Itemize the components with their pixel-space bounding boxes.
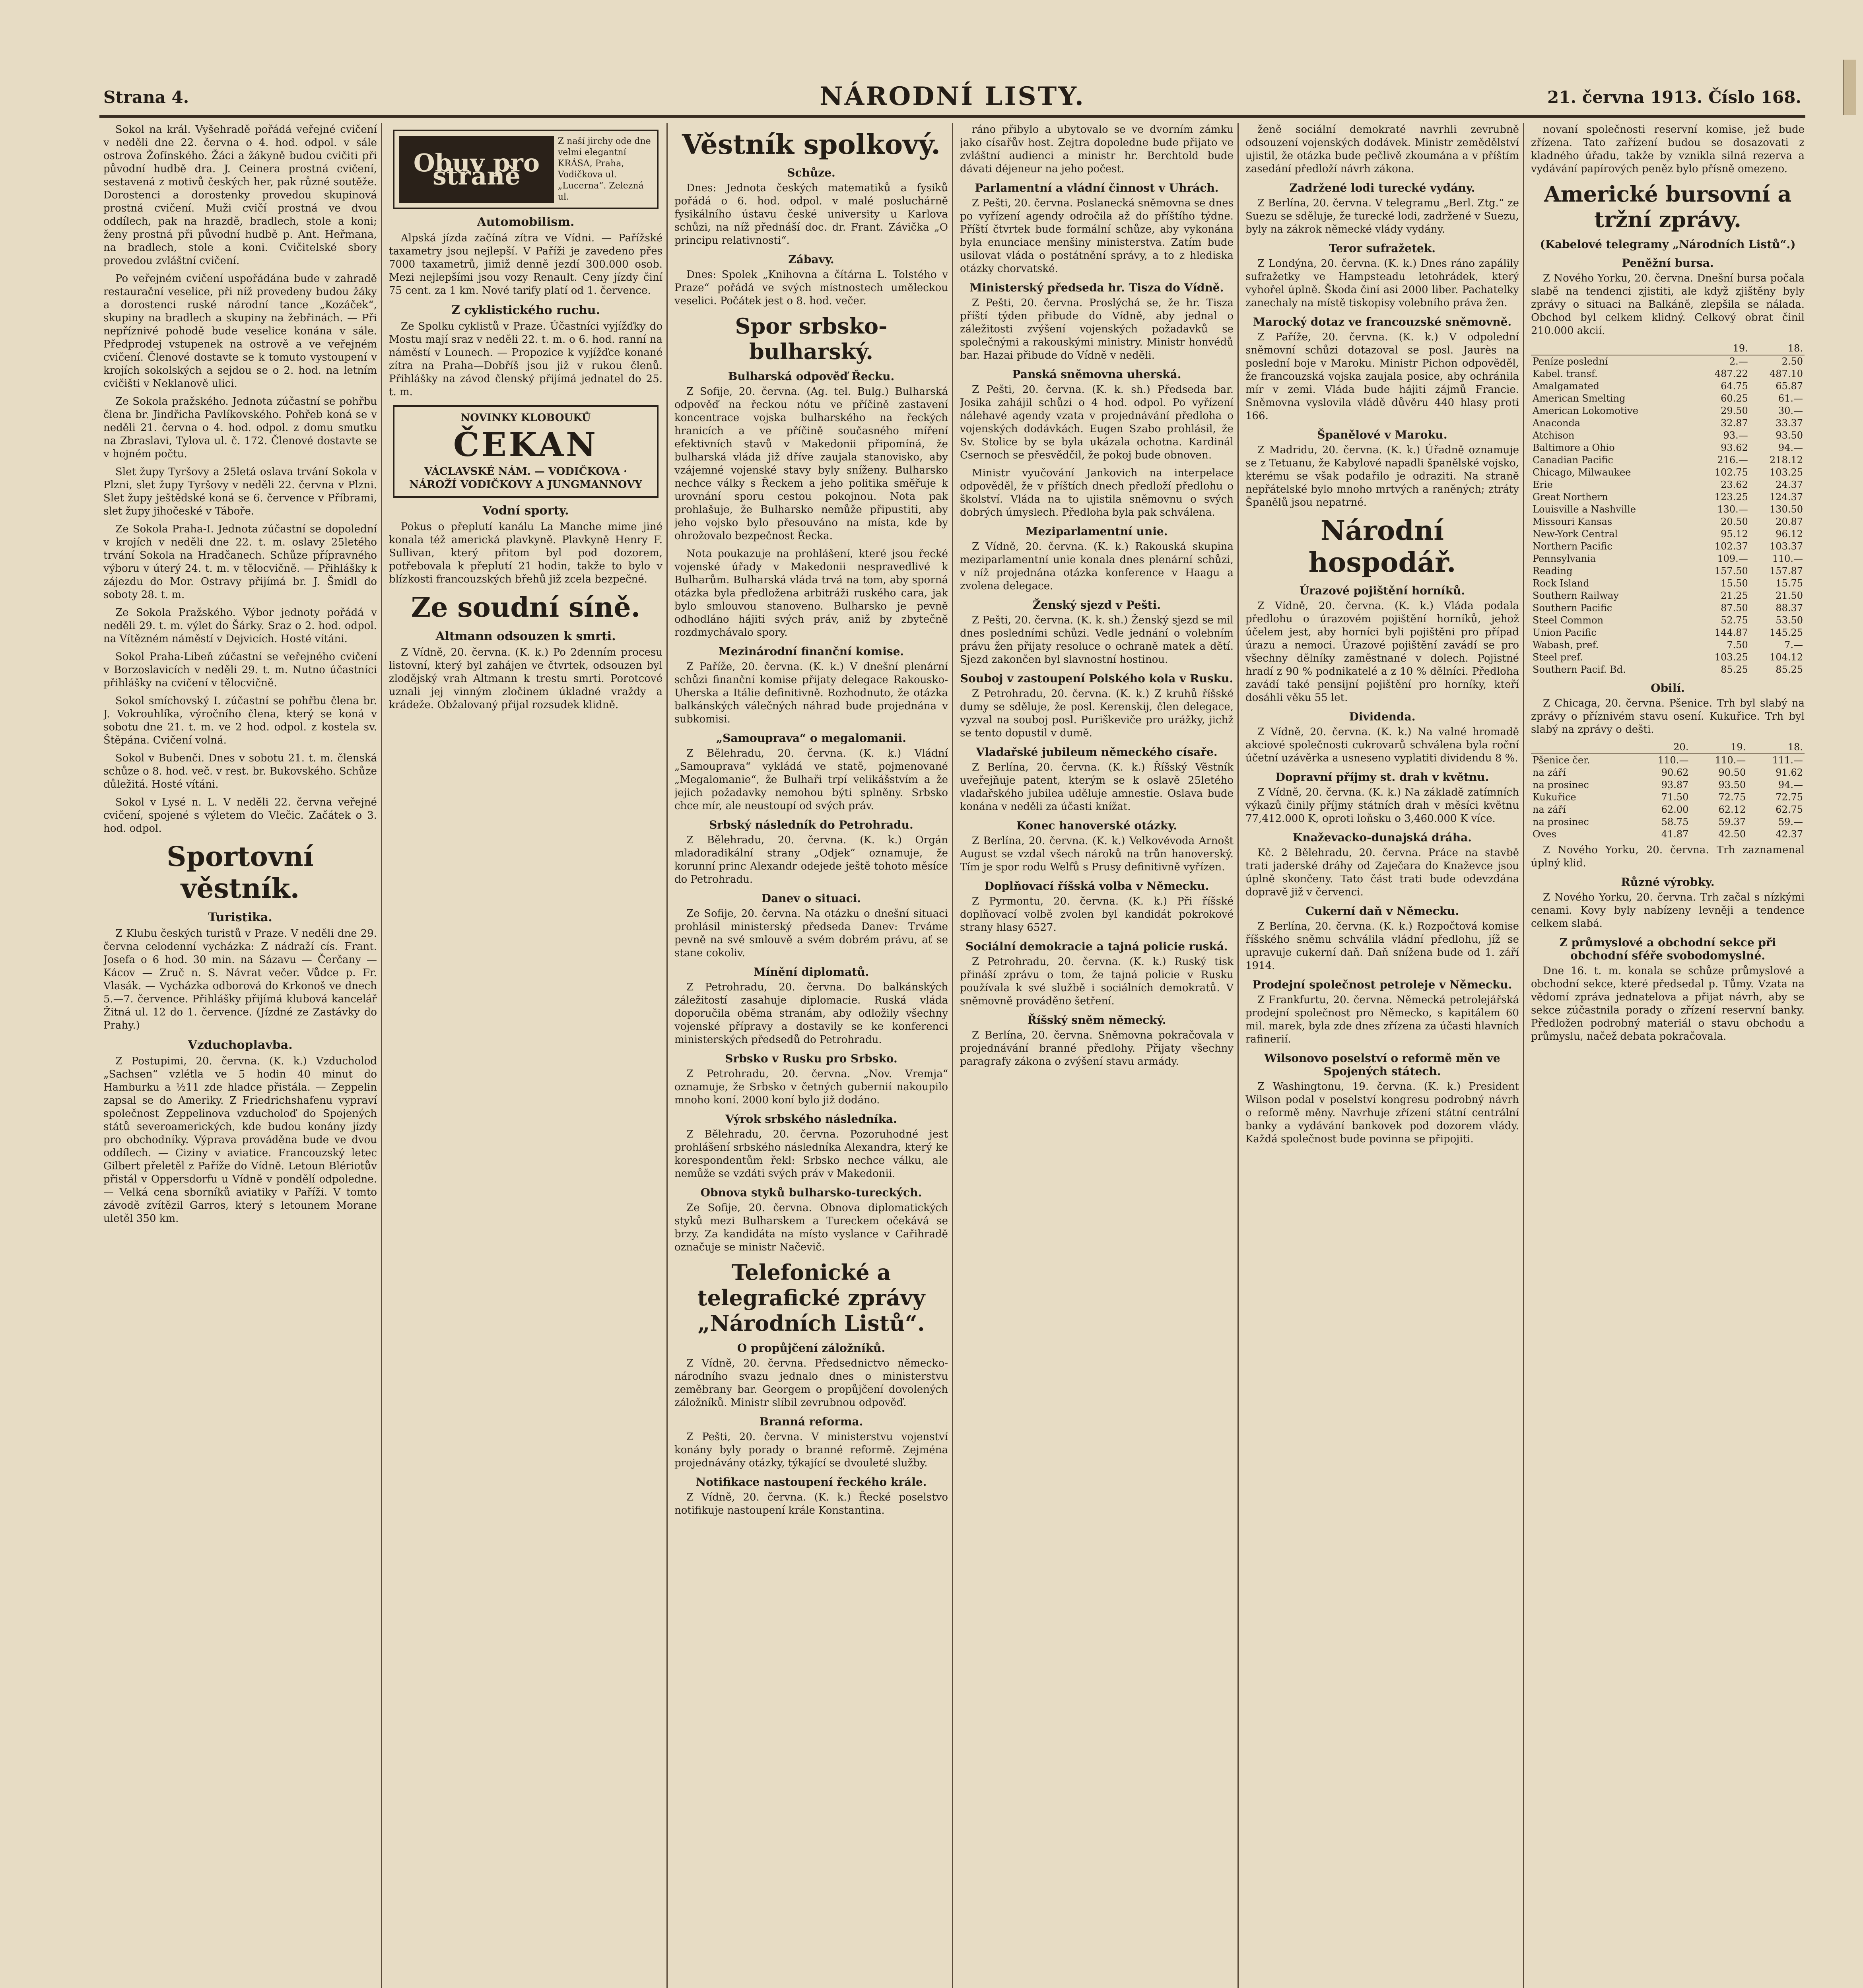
table-cell: 30.— bbox=[1778, 405, 1803, 416]
table-cell: Southern Railway bbox=[1533, 590, 1619, 601]
table-cell: 62.12 bbox=[1718, 804, 1746, 815]
table-cell: 487.22 bbox=[1714, 368, 1748, 379]
table-cell: Kabel. transf. bbox=[1533, 368, 1598, 379]
article-paragraph: Dnes: Spolek „Knihovna a čítárna L. Tolstého v Praze“ pořádá ve svých místnostech uměleckou veselici. Počátek jest o 8. hod. večer. bbox=[674, 269, 948, 307]
subsection-title: Zábavy. bbox=[788, 253, 834, 266]
table-cell: 157.50 bbox=[1714, 565, 1748, 577]
table-row bbox=[1531, 380, 1805, 392]
table-cell: American Smelting bbox=[1533, 393, 1626, 404]
article-paragraph: Z Pešti, 20. června. (K. k. sh.) Předseda bar. Josika zahájil schůzi o 4 hod. odpol. Po vyřízení nálehavé agendy vzata v projednávání předloha o vojenských dodávkách. Eugen Szabo prohlásil, že Sv. Stolice by se byla ukázala ochotna. Kardinál Csernoch se přesvědčil, že pokoj bude obnoven. bbox=[960, 384, 1234, 461]
table-cell: Baltimore a Ohio bbox=[1533, 442, 1615, 453]
article-paragraph: Z Pešti, 20. června. Proslýchá se, že hr. Tisza příští týden přibude do Vídně, aby jednal o záležitosti zvýšení vojenských požadavků se společnými a rakouskými ministry. Ministr honvédů bar. Hazai přibude do Vídně v neděli. bbox=[960, 297, 1234, 361]
table-row bbox=[1531, 754, 1805, 767]
table-row bbox=[1531, 651, 1805, 664]
subsection-title: Peněžní bursa. bbox=[1622, 256, 1714, 270]
table-cell: 64.75 bbox=[1721, 381, 1748, 392]
table-row bbox=[1531, 516, 1805, 528]
column-rule bbox=[952, 123, 953, 1988]
article-paragraph: Ze Sofije, 20. června. Na otázku o dnešní situaci prohlásil ministerský předseda Danev: Trváme pevně na své smlouvě a svém dobrém právu, ať se stane cokoliv. bbox=[674, 908, 948, 959]
article-paragraph: Z Petrohradu, 20. června. „Nov. Vremja“ oznamuje, že Srbsko v četných gubernií nakoupilo mnoho koní. 2000 koní bylo již dodáno. bbox=[674, 1068, 948, 1106]
table-cell: 216.— bbox=[1717, 454, 1748, 466]
subsection-title: Španělové v Maroku. bbox=[1317, 428, 1447, 441]
subsection-title: Z cyklistického ruchu. bbox=[451, 303, 600, 317]
table-cell: New-York Central bbox=[1533, 528, 1618, 540]
article-paragraph: Z Berlína, 20. června. Sněmovna pokračovala v projednávání branné předlohy. Přijaty všechny paragrafy zákona o zvýšení stavu armády. bbox=[960, 1029, 1234, 1068]
table-cell: 20.50 bbox=[1721, 516, 1748, 527]
article-paragraph: Sokol v Lysé n. L. V neděli 22. června veřejné cvičení, spojené s výletem do Vlečic. Začátek o 3. hod. odpol. bbox=[103, 796, 377, 835]
subsection-title: Dividenda. bbox=[1349, 710, 1416, 723]
article-paragraph: Z Washingtonu, 19. června. (K. k.) President Wilson podal v poselství kongresu podrobný návrh o reformě měny. Navrhuje zřízení státní centrální banky a vydávání bankovek pod dozorem vlády. Každá společnost bude povinna se připojiti. bbox=[1245, 1081, 1519, 1145]
article-paragraph: Z Berlína, 20. června. (K. k.) Říšský Věstník uveřejňuje patent, kterým se k oslavě 25letého vladařského jubilea uděluje amnestie. Oslava bude konána v neděli za účasti knížat. bbox=[960, 761, 1234, 813]
subsection-title: Meziparlamentní unie. bbox=[1026, 525, 1168, 538]
article-paragraph: Z Nového Yorku, 20. června. Trh začal s nízkými cenami. Kovy byly nabízeny levněji a tendence celkem slabá. bbox=[1531, 891, 1805, 930]
table-row bbox=[1531, 417, 1805, 429]
section-title: Telefonické a telegrafické zprávy „Národních Listů“. bbox=[697, 1260, 925, 1336]
subsection-title: Ministerský předseda hr. Tisza do Vídně. bbox=[969, 281, 1224, 294]
table-row bbox=[1531, 466, 1805, 479]
table-cell: 96.12 bbox=[1776, 528, 1803, 540]
subsection-title: Srbsko v Rusku pro Srbsko. bbox=[725, 1052, 898, 1065]
subsection-title: „Samouprava“ o megalomanii. bbox=[716, 732, 906, 745]
article-paragraph: Z Vídně, 20. června. Předsednictvo německo-národního svazu jednalo dnes o ministerstvu zeměbrany bar. Georgem o propůjčení dovolených záložníků. Ministr slíbil zevrubnou odpověď. bbox=[674, 1357, 948, 1409]
table-cell: 32.87 bbox=[1721, 417, 1748, 429]
article-paragraph: Z Berlína, 20. června. (K. k.) Rozpočtová komise říšského sněmu schválila vládní předlohu, jíž se upravuje cukerní daň. Daň snížena bude od 1. září 1914. bbox=[1245, 920, 1519, 972]
grain-table bbox=[1531, 741, 1805, 841]
table-cell: 103.25 bbox=[1714, 652, 1748, 663]
table-cell: 2.— bbox=[1729, 356, 1748, 367]
article-paragraph: Sokol Praha-Libeň zúčastní se veřejného cvičení v Borzoslavicích v neděli 29. t. m. Nutno účastníci přihlášky na cvičení v tělocvičně. bbox=[103, 651, 377, 689]
table-cell: Steel pref. bbox=[1533, 652, 1583, 663]
table-header-cell: 19. bbox=[1695, 342, 1750, 355]
table-row bbox=[1531, 767, 1805, 779]
table-cell: Oves bbox=[1533, 829, 1556, 840]
subsection-title: Úrazové pojištění horníků. bbox=[1299, 584, 1465, 597]
table-cell: Rock Island bbox=[1533, 578, 1589, 589]
table-row bbox=[1531, 503, 1805, 516]
table-cell: 123.25 bbox=[1714, 491, 1748, 503]
table-row bbox=[1531, 602, 1805, 614]
table-cell: 94.— bbox=[1778, 442, 1803, 453]
table-cell: 71.50 bbox=[1661, 792, 1689, 803]
table-cell: 91.62 bbox=[1776, 767, 1803, 778]
article-paragraph: Z Petrohradu, 20. června. (K. k.) Ruský tisk přináší zprávu o tom, že tajná policie v Rusku používala k své službě i sociálních demokratů. V sněmovně prováděno šetření. bbox=[960, 956, 1234, 1007]
column-4 bbox=[960, 123, 1234, 1988]
subsection-title: Konec hanoverské otázky. bbox=[1016, 819, 1177, 832]
newspaper-title: NÁRODNÍ LISTY. bbox=[820, 82, 1085, 111]
article-paragraph: Ministr vyučování Jankovich na interpelace odpověděl, že v příštích dnech předloží předlohu o školství. Vláda na to ujistila sněmovnu o svých dobrých úmyslech. Předloha byla pak schválena. bbox=[960, 467, 1234, 518]
table-row bbox=[1531, 392, 1805, 405]
article-paragraph: Z Vídně, 20. června. (K. k.) Vláda podala předlohu o úrazovém pojištění horníků, jehož účelem jest, aby horníci byli pojištěni pro případ úrazu a nemoci. Úrazové pojištění zavádí se pro všechny dělníky zaměstnané v dolech. Pojistné hradí z 90 % podnikatelé a z 10 % dělníci. Předloha zavádí také pensijní pojištění pro horníky, kteří dosáhli věku 55 let. bbox=[1245, 600, 1519, 704]
table-cell: 124.37 bbox=[1770, 491, 1803, 503]
table-cell: 93.— bbox=[1723, 430, 1748, 441]
subsection-title: Schůze. bbox=[787, 166, 835, 179]
subsection-title: Dopravní příjmy st. drah v květnu. bbox=[1275, 771, 1489, 784]
table-cell: 144.87 bbox=[1714, 627, 1748, 638]
table-cell: 60.25 bbox=[1721, 393, 1748, 404]
article-paragraph: Z Pešti, 20. června. (K. k. sh.) Ženský sjezd se mil dnes posledními schůzi. Vedle jednání o volebním právu žen přijaty resoluce o ochraně matek a dětí. Sjezd zakončen byl slavnostní hostinou. bbox=[960, 614, 1234, 666]
table-cell: Southern Pacif. Bd. bbox=[1533, 664, 1626, 675]
table-cell: Canadian Pacific bbox=[1533, 454, 1613, 466]
subsection-title: O propůjčení záložníků. bbox=[737, 1342, 886, 1355]
table-cell: Atchison bbox=[1533, 430, 1575, 441]
column-6 bbox=[1531, 123, 1805, 1988]
table-row bbox=[1531, 442, 1805, 454]
table-row bbox=[1531, 540, 1805, 553]
columns bbox=[99, 123, 1805, 1988]
table-header-cell bbox=[1531, 342, 1695, 355]
subsection-title: Wilsonovo poselství o reformě měn ve Spojených státech. bbox=[1264, 1052, 1500, 1078]
table-cell: 2.50 bbox=[1781, 356, 1803, 367]
table-cell: 53.50 bbox=[1776, 615, 1803, 626]
table-header-cell: 18. bbox=[1747, 741, 1805, 754]
table-row bbox=[1531, 405, 1805, 417]
subsection-title: Danev o situaci. bbox=[761, 892, 861, 905]
article-paragraph: Ze Sokola Praha-I. Jednota zúčastní se dopolední v krojích v neděli dne 22. t. m. oslavy 25letého trvání Sokola na Hradčanech. Schůze přípravného výboru v úterý 24. t. m. v tělocvičně. — Přihlášky k zájezdu do Mor. Ostravy přijímá br. J. Šmidl do soboty 28. t. m. bbox=[103, 523, 377, 601]
article-paragraph: Z Bělehradu, 20. června. (K. k.) Orgán mladoradikální strany „Odjek“ oznamuje, že korunní princ Alexandr odejede ještě tohoto měsíce do Petrohradu. bbox=[674, 834, 948, 885]
subsection-title: Srbský následník do Petrohradu. bbox=[709, 818, 913, 831]
table-cell: 61.— bbox=[1778, 393, 1803, 404]
table-cell: na prosinec bbox=[1533, 816, 1589, 827]
column-rule bbox=[1523, 123, 1524, 1988]
subsection-title: Marocký dotaz ve francouzské sněmovně. bbox=[1253, 315, 1512, 328]
article-paragraph: Z Vídně, 20. června. (K. k.) Na základě zatímních výkazů činily příjmy státních drah v měsíci květnu 77,412.000 K, oproti loňsku o 3,460.000 K více. bbox=[1245, 786, 1519, 825]
article-paragraph: Z Vídně, 20. června. (K. k.) Rakouská skupina meziparlamentní unie konala dnes plenární schůzi, v níž projednána otázka konference v Haagu a zvolena delegace. bbox=[960, 541, 1234, 592]
article-paragraph: Z Nového Yorku, 20. června. Dnešní bursa počala slabě na tendenci zjistiti, ale když zjištěny byly zprávy o situaci na Balkáně, zlepšila se nálada. Obchod byl celkem klidný. Celkový obrat činil 210.000 akcií. bbox=[1531, 272, 1805, 337]
article-paragraph: Z Bělehradu, 20. června. Pozoruhodné jest prohlášení srbského následníka Alexandra, který ke korespondentům řekl: Srbsko nechce válku, ale nemůže se vzdáti svých práv v Makedonii. bbox=[674, 1128, 948, 1180]
article-paragraph: Z Chicaga, 20. června. Pšenice. Trh byl slabý na zprávy o příznivém stavu osení. Kukuřice. Trh byl slabý na zprávy o dešti. bbox=[1531, 697, 1805, 736]
subsection-title: Vzduchoplavba. bbox=[188, 1038, 293, 1052]
table-cell: 59.— bbox=[1778, 816, 1803, 827]
article-paragraph: Sokol v Bubenči. Dnes v sobotu 21. t. m. členská schůze o 8. hod. več. v rest. br. Bukovského. Schůze důležitá. Hosté vítáni. bbox=[103, 752, 377, 790]
subsection-title: Notifikace nastoupení řeckého krále. bbox=[695, 1475, 927, 1489]
article-paragraph: Z Petrohradu, 20. června. Do balkánských záležitostí zasahuje diplomacie. Ruská vláda doporučila oběma stranám, aby odložily všechny vojenské přípravy a dostavily se ke konferenci ministerských předsedů do Petrohradu. bbox=[674, 981, 948, 1046]
table-cell: 52.75 bbox=[1721, 615, 1748, 626]
subsection-title: Souboj v zastoupení Polského kola v Rusku. bbox=[960, 672, 1234, 685]
page-number: Strana 4. bbox=[103, 87, 189, 107]
subsection-title: Zadržené lodi turecké vydány. bbox=[1289, 181, 1475, 194]
ad-text: Z naší jirchy ode dne velmi elegantní KRÁSA, Praha, Vodičkova ul. „Lucerna“. Zelezná ul. bbox=[558, 136, 651, 202]
advertisement-obuv bbox=[393, 130, 659, 209]
table-cell: 111.— bbox=[1772, 755, 1803, 766]
subsection-title: (Kabelové telegramy „Národních Listů“.) bbox=[1540, 238, 1796, 251]
advertisement-cekan bbox=[393, 405, 659, 498]
table-cell: Northern Pacific bbox=[1533, 541, 1612, 552]
table-cell: Pšenice čer. bbox=[1533, 755, 1590, 766]
table-cell: 42.50 bbox=[1718, 829, 1746, 840]
table-cell: 487.10 bbox=[1770, 368, 1803, 379]
table-header-row bbox=[1531, 342, 1805, 355]
table-cell: 21.50 bbox=[1776, 590, 1803, 601]
table-cell: 110.— bbox=[1715, 755, 1746, 766]
ad-address: VÁCLAVSKÉ NÁM. — VODIČKOVA · NÁROŽÍ VODIČKOVY A JUNGMANNOVY bbox=[409, 466, 642, 491]
table-cell: 23.62 bbox=[1721, 479, 1748, 490]
table-cell: Anaconda bbox=[1533, 417, 1581, 429]
table-cell: 110.— bbox=[1658, 755, 1689, 766]
article-paragraph: Nota poukazuje na prohlášení, které jsou řecké vojenské úřady v Makedonii nespravedlivé k Bulharům. Bulharská vláda trvá na tom, aby sporná otázka byla předložena arbitráži ruského cara, jak bylo smlouvou stanoveno. Bulharsko je pevně odhodláno hájiti svých práv, aniž by zbytečně rozdmychávalo spory. bbox=[674, 548, 948, 639]
table-cell: 21.25 bbox=[1721, 590, 1748, 601]
table-cell: 20.87 bbox=[1776, 516, 1803, 527]
table-cell: 145.25 bbox=[1770, 627, 1803, 638]
table-cell: American Lokomotive bbox=[1533, 405, 1638, 416]
subsection-title: Knaževacko-dunajská dráha. bbox=[1292, 831, 1472, 844]
subsection-title: Turistika. bbox=[208, 911, 272, 924]
table-cell: 41.87 bbox=[1661, 829, 1689, 840]
table-row bbox=[1531, 816, 1805, 828]
subsection-title: Doplňovací říšská volba v Německu. bbox=[984, 879, 1209, 893]
article-paragraph: Ze Sofije, 20. června. Obnova diplomatických styků mezi Bulharskem a Tureckem očekává se brzy. Za kandidáta na místo vyslance v Cařihradě označuje se ministr Načevič. bbox=[674, 1202, 948, 1253]
table-cell: 103.37 bbox=[1770, 541, 1803, 552]
article-paragraph: Z Pyrmontu, 20. června. (K. k.) Při říšské doplňovací volbě zvolen byl kandidát pokrokové strany hlasy 6527. bbox=[960, 895, 1234, 934]
article-paragraph: Ze Sokola pražského. Jednota zúčastní se pohřbu člena br. Jindřicha Pavlíkovského. Pohřeb koná se v neděli 21. června o 4. hod. odpol. z domu smutku na Zbraslavi, Tylova ul. č. 172. Členové dostavte se v hojném počtu. bbox=[103, 396, 377, 460]
subsection-title: Mezinárodní finanční komise. bbox=[718, 645, 904, 658]
table-cell: 29.50 bbox=[1721, 405, 1748, 416]
article-paragraph: ráno přibylo a ubytovalo se ve dvorním zámku jako císařův host. Zejtra dopoledne bude přijato ve zvláštní audienci a ministr hr. Berchtold bude dávati déjeneur na jeho počest. bbox=[960, 124, 1234, 175]
table-cell: 110.— bbox=[1772, 553, 1803, 564]
table-row bbox=[1531, 627, 1805, 639]
subsection-title: Automobilism. bbox=[477, 215, 575, 229]
article-paragraph: Alpská jízda začíná zítra ve Vídni. — Pařížské taxametry jsou nejlepší. V Paříži je zavedeno přes 7000 taxametrů, jimiž denně jezdí 300.000 osob. Mezi nejlepšími jsou vozy Renault. Ceny jízdy činí 75 cent. za 1 km. Nové tarify platí od 1. července. bbox=[389, 232, 662, 297]
article-paragraph: ženě sociální demokraté navrhli zevrubně odsouzení vojenských dodávek. Ministr zemědělství ujistil, že otázka bude pečlivě zkoumána a v příštím zasedání předloží návrh zákona. bbox=[1245, 124, 1519, 175]
article-paragraph: Dnes: Jednota českých matematiků a fysiků pořádá o 6. hod. odpol. v malé posluchárně fysikálního ústavu české university u Karlova schůzi, na níž přednáší doc. dr. Frant. Závička „O principu relativnosti“. bbox=[674, 182, 948, 247]
table-row bbox=[1531, 614, 1805, 627]
table-row bbox=[1531, 590, 1805, 602]
table-row bbox=[1531, 429, 1805, 442]
table-cell: 62.75 bbox=[1776, 804, 1803, 815]
table-cell: 104.12 bbox=[1770, 652, 1803, 663]
table-header-row bbox=[1531, 741, 1805, 754]
article-paragraph: Z Bělehradu, 20. června. (K. k.) Vládní „Samouprava“ vykládá ve statě, pojmenované „Megalomanie“, že Bulhaři trpí velikášstvím a že jejich požadavky nemohou býti splněny. Srbsko chce mír, ale neustoupí od svých práv. bbox=[674, 747, 948, 812]
column-rule bbox=[381, 123, 382, 1988]
table-cell: na září bbox=[1533, 767, 1566, 778]
table-row bbox=[1531, 368, 1805, 380]
article-paragraph: Z Petrohradu, 20. června. (K. k.) Z kruhů říšské dumy se sděluje, že posl. Kerenskij, člen delegace, vyzval na souboj posl. Puriškeviče pro urážky, jichž se tento dopustil v dumě. bbox=[960, 688, 1234, 739]
article-paragraph: Po veřejném cvičení uspořádána bude v zahradě restaurační veselice, při níž provedeny budou žáky a dorostenci ruské národní tance „Kozáček“, skupiny na bradlech a skupiny na žebřinách. — Při nepříznivé pohodě bude veselice konána v sále. Předprodej vstupenek na ostrově a ve veřejném cvičení. Členové dostavte se k tomuto vystoupení v krojích sokolských a sejdou se o 2. hod. na letním cvičišti v Neklanově ulici. bbox=[103, 273, 377, 390]
table-cell: 7.50 bbox=[1727, 639, 1748, 650]
subsection-title: Branná reforma. bbox=[759, 1415, 863, 1428]
article-paragraph: Ze Sokola Pražského. Výbor jednoty pořádá v neděli 29. t. m. výlet do Šárky. Sraz o 2. hod. odpol. na Vítězném náměstí v Dejvicích. Hosté vítáni. bbox=[103, 607, 377, 645]
table-cell: Missouri Kansas bbox=[1533, 516, 1612, 527]
article-paragraph: Z Sofije, 20. června. (Ag. tel. Bulg.) Bulharská odpověď na řeckou nótu ve příčině zastavení koncentrace vojska bulharského na řeckých hranicích a ve příčině současného míření efektivních stavů v Makedonii připomíná, že bulharská vláda již dříve zaujala stanovisko, aby vzájemné vojenské stavy byly sníženy. Bulharsko nechce války s Řeckem a jeho politika směřuje k urovnání sporu cestou pokojnou. Nota pak prohlašuje, že Bulharsko nemůže připustiti, aby jeho vojsko bylo přesouváno na místa, kde by ohrožovalo bezpečnost Řecka. bbox=[674, 386, 948, 542]
ad-brand: ČEKAN bbox=[453, 426, 598, 464]
table-cell: 157.87 bbox=[1770, 565, 1803, 577]
table-header-cell: 20. bbox=[1633, 741, 1690, 754]
subsection-title: Výrok srbského následníka. bbox=[725, 1112, 897, 1126]
table-cell: 102.37 bbox=[1714, 541, 1748, 552]
table-cell: Pennsylvania bbox=[1533, 553, 1596, 564]
article-paragraph: Z Frankfurtu, 20. června. Německá petrolejářská prodejní společnost pro Německo, s kapitálem 60 mil. marek, byla zde dnes zřízena za účasti hlavních rafinerií. bbox=[1245, 994, 1519, 1045]
table-row bbox=[1531, 454, 1805, 466]
table-cell: 93.87 bbox=[1661, 779, 1689, 790]
table-cell: 93.62 bbox=[1721, 442, 1748, 453]
table-cell: 130.— bbox=[1717, 504, 1748, 515]
table-row bbox=[1531, 528, 1805, 540]
table-row bbox=[1531, 479, 1805, 491]
table-cell: 85.25 bbox=[1776, 664, 1803, 675]
table-cell: Reading bbox=[1533, 565, 1573, 577]
subsection-title: Obilí. bbox=[1651, 681, 1685, 695]
table-cell: Kukuřice bbox=[1533, 792, 1576, 803]
article-paragraph: Ze Spolku cyklistů v Praze. Účastníci vyjížďky do Mostu mají sraz v neděli 22. t. m. o 6. hod. ranní na náměstí v Lounech. — Propozice k vyjížďce konané zítra na Praha—Dobříš jsou již v rukou členů. Přihlášky na závod členský přijímá jednatel do 25. t. m. bbox=[389, 320, 662, 398]
table-row bbox=[1531, 828, 1805, 841]
article-paragraph: Z Paříže, 20. června. (K. k.) V odpolední sněmovní schůzi dotazoval se posl. Jaurès na poslední boje v Maroku. Ministr Pichon odpověděl, že francouzská vojska zaujala posice, aby ochránila mír v zemi. Vláda bude hájiti zájmů Francie. Sněmovna vyslovila vládě důvěru 440 hlasy proti 166. bbox=[1245, 331, 1519, 422]
section-title: Věstník spolkový. bbox=[682, 129, 940, 161]
column-5 bbox=[1245, 123, 1519, 1988]
subsection-title: Obnova styků bulharsko-tureckých. bbox=[700, 1186, 922, 1199]
article-paragraph: Z Postupimi, 20. června. (K. k.) Vzducholoď „Sachsen“ vzlétla ve 5 hodin 40 minut do Hamburku a ½11 zde hladce přistála. — Zeppelin zapsal se do Ameriky. Z Friedrichshafenu vypraví společnost Zeppelinova vzducholoď do Spojených států severoamerických, kde budou konány jízdy pro obchodníky. Výprava prováděna bude ve dvou oddílech. — Ciziny v aviatice. Francouzský letec Gilbert přeletěl z Paříže do Vídně. Letoun Blériotův přistál v Oppersdorfu u Vídně v pondělí odpoledne. — Velká cena sborníků aviatiky v Paříži. V tomto závodě zvítězil Garros, který s letounem Morane uletěl 350 km. bbox=[103, 1055, 377, 1225]
subsection-title: Z průmyslové a obchodní sekce při obchodní sféře svobodomyslné. bbox=[1559, 936, 1776, 962]
article-paragraph: Z Londýna, 20. června. (K. k.) Dnes ráno zapálily sufražetky ve Hampsteadu letohrádek, který vyhořel úplně. Škoda činí asi 2000 liber. Pachatelky zanechaly na místě tiskopisy volebního práva žen. bbox=[1245, 258, 1519, 309]
table-cell: 62.00 bbox=[1661, 804, 1689, 815]
ad-top-line: NOVINKY KLOBOUKŮ bbox=[460, 412, 591, 424]
subsection-title: Altmann odsouzen k smrti. bbox=[435, 629, 616, 643]
table-cell: 94.— bbox=[1778, 779, 1803, 790]
table-row bbox=[1531, 577, 1805, 590]
table-cell: 15.75 bbox=[1776, 578, 1803, 589]
article-paragraph: Z Berlína, 20. června. (K. k.) Velkovévoda Arnošt August se vzdal všech nároků na trůn hanoverský. Tím je spor rodu Welfů s Prusy definitivně vyřízen. bbox=[960, 835, 1234, 873]
table-cell: 218.12 bbox=[1770, 454, 1803, 466]
table-row bbox=[1531, 779, 1805, 791]
subsection-title: Panská sněmovna uherská. bbox=[1012, 368, 1181, 381]
article-paragraph: Sokol smíchovský I. zúčastní se pohřbu člena br. J. Vokrouhlíka, výročního člena, který se koná v sobotu dne 21. t. m. ve 2 hod. odpol. z kostela sv. Štěpána. Cvičení volná. bbox=[103, 695, 377, 746]
column-rule bbox=[1237, 123, 1239, 1988]
table-cell: Chicago, Milwaukee bbox=[1533, 467, 1631, 478]
section-title: Americké bursovní a tržní zprávy. bbox=[1544, 181, 1792, 232]
table-cell: 90.62 bbox=[1661, 767, 1689, 778]
table-cell: 93.50 bbox=[1776, 430, 1803, 441]
subsection-title: Teror sufražetek. bbox=[1329, 242, 1436, 255]
table-row bbox=[1531, 804, 1805, 816]
table-row bbox=[1531, 553, 1805, 565]
subsection-title: Mínění diplomatů. bbox=[753, 965, 869, 978]
table-cell: 90.50 bbox=[1718, 767, 1746, 778]
table-row bbox=[1531, 791, 1805, 804]
subsection-title: Ženský sjezd v Pešti. bbox=[1033, 598, 1161, 612]
column-1 bbox=[103, 123, 377, 1988]
ad-headline: Obuv pro stráně bbox=[399, 136, 554, 203]
article-paragraph: Z Vídně, 20. června. (K. k.) Na valné hromadě akciové společnosti cukrovarů schválena byla roční účetní uzávěrka a usneseno vyplatiti dividendu 8 %. bbox=[1245, 726, 1519, 764]
table-cell: 93.50 bbox=[1718, 779, 1746, 790]
table-cell: 33.37 bbox=[1776, 417, 1803, 429]
table-cell: Great Northern bbox=[1533, 491, 1608, 503]
article-paragraph: Dne 16. t. m. konala se schůze průmyslové a obchodní sekce, které předsedal p. Tůmy. Vzata na vědomí zpráva jednatelova a přijat návrh, aby se sekce zúčastnila porady o zřízení reservní banky. Předložen podrobný materiál o stavu obchodu a průmyslu, načež debata pokračovala. bbox=[1531, 965, 1805, 1043]
article-paragraph: Z Vídně, 20. června. (K. k.) Po 2denním procesu listovní, který byl zahájen ve čtvrtek, odsouzen byl zlodějský vrah Altmann k trestu smrti. Porotcové uznali jej vinným zločinem úkladné vraždy a krádeže. Obžalovaný přijal rozsudek klidně. bbox=[389, 646, 662, 711]
table-cell: 15.50 bbox=[1721, 578, 1748, 589]
article-paragraph: Sokol na král. Vyšehradě pořádá veřejné cvičení v neděli dne 22. června o 4. hod. odpol. v sále ostrova Žofínského. Žáci a žákyně budou cvičiti při původní hudbě dra. J. Ceinera prostná cvičení, sestavená z motivů českých her, pak různé soutěže. Dorostenci a dorostenky provedou skupinová prostná cvičení. Muži cvičí prostná ve dvou oddílech, pak na hrazdě, bradlech, stole a koni; ženy prostná při původní hudbě p. Ant. Heřmana, na bradlech, stole a koni. Cvičitelské sbory provedou zvláštní cvičení. bbox=[103, 124, 377, 267]
table-cell: Southern Pacific bbox=[1533, 602, 1612, 613]
section-title: Ze soudní síně. bbox=[411, 592, 641, 623]
table-cell: na září bbox=[1533, 804, 1566, 815]
article-paragraph: Z Pešti, 20. června. V ministerstvu vojenství konány byly porady o branné reformě. Zejména projednávány otázky, týkající se dvouleté služby. bbox=[674, 1431, 948, 1469]
table-header-cell: 18. bbox=[1750, 342, 1805, 355]
article-paragraph: Z Klubu českých turistů v Praze. V neděli dne 29. června celodenní vycházka: Z nádraží cís. Frant. Josefa o 6 hod. 30 min. na Sázavu — Čerčany — Kácov — Zruč n. S. Návrat večer. Vůdce p. Fr. Vlasák. — Vycházka odborová do Krkonoš ve dnech 5.—7. července. Přihlášky přijímá klubová kancelář Žitná ul. 12 do 1. července. (Jízdné ze Zastávky do Prahy.) bbox=[103, 928, 377, 1031]
table-cell: 42.37 bbox=[1776, 829, 1803, 840]
column-2 bbox=[389, 123, 662, 1988]
table-cell: Amalgamated bbox=[1533, 381, 1600, 392]
subsection-title: Říšský sněm německý. bbox=[1027, 1013, 1166, 1027]
article-paragraph: Z Pešti, 20. června. Poslanecká sněmovna se dnes po vyřízení agendy odročila až do příštího týdne. Příští čtvrtek bude formální schůze, aby vykonána byla enunciace menšiny ministerstva. Zatím bude usilovat vláda o postátnění správy, a to z hlediska otázky chorvatské. bbox=[960, 197, 1234, 275]
subsection-title: Vladařské jubileum německého císaře. bbox=[976, 746, 1218, 759]
table-cell: Peníze poslední bbox=[1533, 356, 1608, 367]
table-header-cell: 19. bbox=[1690, 741, 1747, 754]
subsection-title: Bulharská odpověď Řecku. bbox=[728, 370, 895, 383]
table-cell: 87.50 bbox=[1721, 602, 1748, 613]
table-row bbox=[1531, 664, 1805, 676]
page-edge-tab bbox=[1843, 60, 1856, 115]
table-cell: Louisville a Nashville bbox=[1533, 504, 1636, 515]
article-paragraph: Z Madridu, 20. června. (K. k.) Úřadně oznamuje se z Tetuanu, že Kabylové napadli španělské vojsko, kterému se však podařilo je odraziti. Na straně nepřátelské bylo mnoho mrtvých a raněných; ztráty Španělů jsou nepatrné. bbox=[1245, 444, 1519, 509]
table-cell: 58.75 bbox=[1661, 816, 1689, 827]
table-cell: 65.87 bbox=[1776, 381, 1803, 392]
table-cell: 7.— bbox=[1784, 639, 1803, 650]
masthead bbox=[99, 80, 1805, 118]
table-cell: 103.25 bbox=[1770, 467, 1803, 478]
subsection-title: Vodní sporty. bbox=[482, 504, 569, 518]
subsection-title: Různé výrobky. bbox=[1621, 876, 1715, 889]
article-paragraph: Z Berlína, 20. června. V telegramu „Berl. Ztg.“ ze Suezu se sděluje, že turecké lodi, zadržené v Suezu, byly na zákrok německé vlády vydány. bbox=[1245, 197, 1519, 235]
section-title: Národní hospodář. bbox=[1308, 515, 1456, 579]
table-cell: Erie bbox=[1533, 479, 1553, 490]
table-row bbox=[1531, 639, 1805, 651]
table-cell: 109.— bbox=[1717, 553, 1748, 564]
article-paragraph: Z Nového Yorku, 20. června. Trh zaznamenal úplný klid. bbox=[1531, 844, 1805, 869]
column-rule bbox=[666, 123, 668, 1988]
table-cell: 88.37 bbox=[1776, 602, 1803, 613]
column-3 bbox=[674, 123, 948, 1988]
table-cell: Union Pacific bbox=[1533, 627, 1597, 638]
article-paragraph: Slet župy Tyršovy a 25letá oslava trvání Sokola v Plzni, slet župy Tyršovy v neděli 22. června v Plzni. Slet župy ještědské koná se 6. července v Příbrami, slet župy jihočeské v Táboře. bbox=[103, 466, 377, 517]
issue-date: 21. června 1913. Číslo 168. bbox=[1547, 87, 1801, 107]
table-cell: 72.75 bbox=[1718, 792, 1746, 803]
table-cell: 24.37 bbox=[1776, 479, 1803, 490]
table-cell: 102.75 bbox=[1714, 467, 1748, 478]
article-paragraph: Z Vídně, 20. června. (K. k.) Řecké poselstvo notifikuje nastoupení krále Konstantina. bbox=[674, 1491, 948, 1516]
table-row bbox=[1531, 491, 1805, 503]
article-paragraph: Kč. 2 Bělehradu, 20. června. Práce na stavbě trati jaderské dráhy od Zaječara do Knaževce jsou úplně skončeny. Tato část trati bude odevzdána dopravě již v červenci. bbox=[1245, 847, 1519, 898]
subsection-title: Parlamentní a vládní činnost v Uhrách. bbox=[975, 181, 1219, 194]
section-title: Sportovní věstník. bbox=[167, 841, 314, 905]
stock-table bbox=[1531, 342, 1805, 676]
table-cell: 130.50 bbox=[1770, 504, 1803, 515]
table-cell: 85.25 bbox=[1721, 664, 1748, 675]
subsection-title: Sociální demokracie a tajná policie ruská. bbox=[965, 940, 1228, 953]
subsection-title: Cukerní daň v Německu. bbox=[1305, 905, 1459, 918]
article-paragraph: novaní společnosti reservní komise, jež bude zřízena. Tato zařízení budou se dosazovati z kladného úřadu, takže by vznikla silná rezerva a vydávání papírových peněz bylo přísně omezeno. bbox=[1531, 124, 1805, 175]
table-header-cell bbox=[1531, 741, 1633, 754]
table-cell: Wabash, pref. bbox=[1533, 639, 1599, 650]
table-cell: 72.75 bbox=[1776, 792, 1803, 803]
table-cell: Steel Common bbox=[1533, 615, 1604, 626]
article-paragraph: Z Paříže, 20. června. (K. k.) V dnešní plenární schůzi finanční komise přijaty delegace Rakousko-Uherska a Itálie definitivně. Rozhodnuto, že otázka balkánských válečných náhrad bude projednána v subkomisi. bbox=[674, 661, 948, 725]
table-row bbox=[1531, 565, 1805, 577]
article-paragraph: Pokus o přeplutí kanálu La Manche mime jiné konala též americká plavkyně. Plavkyně Henry F. Sullivan, který přitom byl pod dozorem, potřebovala k přeplutí 21 hodin, takže to bylo v blízkosti francouzských břehů již zcela bezpečné. bbox=[389, 521, 662, 585]
section-title: Spor srbsko-bulharský. bbox=[735, 313, 888, 364]
table-cell: 59.37 bbox=[1718, 816, 1746, 827]
table-row bbox=[1531, 355, 1805, 368]
table-cell: na prosinec bbox=[1533, 779, 1589, 790]
subsection-title: Prodejní společnost petroleje v Německu. bbox=[1252, 978, 1512, 991]
table-cell: 95.12 bbox=[1721, 528, 1748, 540]
